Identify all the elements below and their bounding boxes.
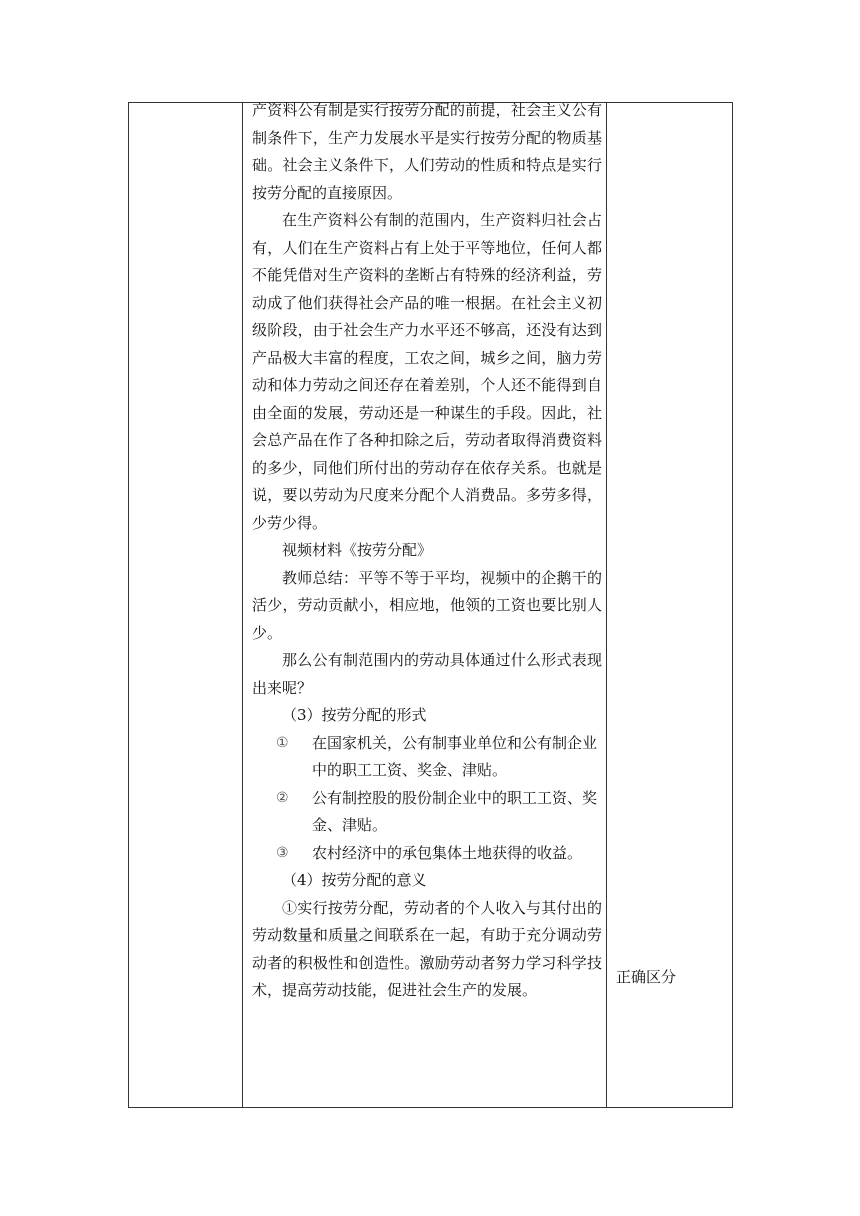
list-item — [276, 730, 602, 785]
column-divider-left — [242, 103, 243, 1107]
list-marker: ③ — [276, 844, 289, 861]
video-material-label: 视频材料《按劳分配》 — [282, 541, 433, 559]
question-paragraph: 那么公有制范围内的劳动具体通过什么形式表现出来呢？ — [252, 651, 602, 697]
paragraph-public-ownership: 在生产资料公有制的范围内，生产资料归社会占有，人们在生产资料占有上处于平等地位，任何人都不能凭借对生产资料的垄断占有特殊的经济利益，劳动成了他们获得社会产品的唯一根据。在社会主义初级阶段，由于社会生产力水平还不够高，还没有达到产品极大丰富的程度，工农之间，城乡之间，脑力劳动和体力劳动之间还存在着差别，个人还不能得到自由全面的发展，劳动还是一种谋生的手段。因此，社会总产品在作了各种扣除之后，劳动者取得消费资料的多少，同他们所付出的劳动存在依存关系。也就是说，要以劳动为尺度来分配个人消费品。多劳多得，少劳少得。 — [252, 211, 602, 532]
list-item-text: 公有制控股的股份制企业中的职工工资、奖金、津贴。 — [312, 788, 598, 834]
paragraph-continued: 产资料公有制是实行按劳分配的前提，社会主义公有制条件下，生产力发展水平是实行按劳分配的物质基础。社会主义条件下，人们劳动的性质和特点是实行按劳分配的直接原因。 — [252, 101, 602, 202]
right-column-note: 正确区分 — [616, 968, 677, 986]
list-item-text: 在国家机关，公有制事业单位和公有制企业中的职工工资、奖金、津贴。 — [312, 733, 598, 779]
paragraph-significance: ①实行按劳分配，劳动者的个人收入与其付出的劳动数量和质量之间联系在一起，有助于充分调动劳动者的积极性和创造性。激励劳动者努力学习科学技术，提高劳动技能，促进社会生产的发展。 — [252, 898, 602, 999]
list-marker: ① — [276, 734, 289, 751]
list-item — [276, 840, 602, 868]
list-item — [276, 785, 602, 840]
list-item-text: 农村经济中的承包集体土地获得的收益。 — [312, 843, 583, 862]
list-marker: ② — [276, 789, 289, 806]
teacher-summary: 教师总结：平等不等于平均，视频中的企鹅干的活少，劳动贡献小，相应地，他领的工资也要比别人少。 — [252, 568, 602, 642]
lesson-table — [128, 102, 733, 1108]
section-heading-forms: （3）按劳分配的形式 — [282, 706, 427, 724]
section-heading-significance: （4）按劳分配的意义 — [282, 871, 427, 889]
teaching-content-cell — [252, 97, 602, 1005]
column-divider-right — [606, 103, 607, 1107]
